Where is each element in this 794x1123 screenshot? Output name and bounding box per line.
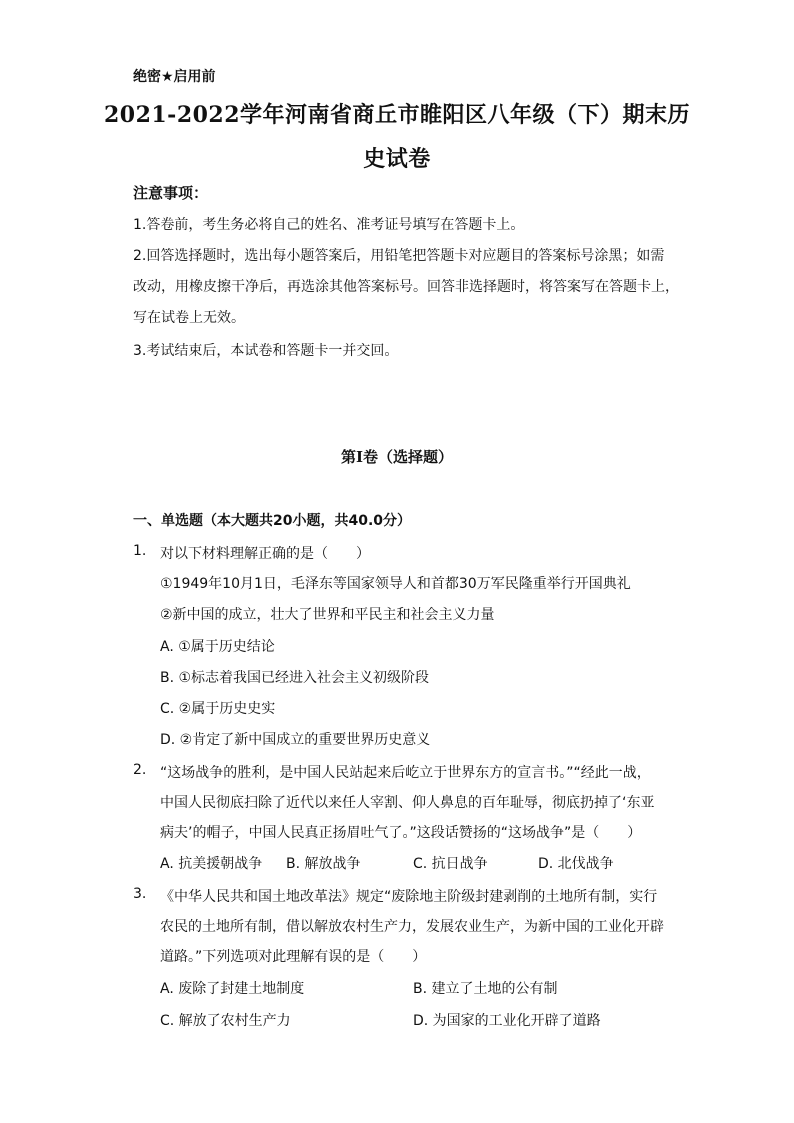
part-heading: 一、单选题（本大题共20小题，共40.0分） <box>133 513 412 529</box>
option-a: A. 抗美援朝战争 <box>160 856 263 872</box>
question-material: ②新中国的成立，壮大了世界和平民主和社会主义力量 <box>160 607 495 623</box>
question-material: ①1949年10月1日，毛泽东等国家领导人和首都30万军民隆重举行开国典礼 <box>160 576 631 592</box>
option-c: C. 抗日战争 <box>413 856 488 872</box>
option-b: B. 解放战争 <box>286 856 361 872</box>
notice-item-3: 3.考试结束后，本试卷和答题卡一并交回。 <box>133 343 399 359</box>
question-number: 3. <box>133 886 147 902</box>
question-number: 2. <box>133 762 147 778</box>
option-b: B. 建立了土地的公有制 <box>413 981 558 997</box>
question-stem: 病夫’的帽子，中国人民真正扬眉吐气了。”这段话赞扬的“这场战争”是（ ） <box>160 825 642 841</box>
question-stem: 道路。”下列选项对此理解有误的是（ ） <box>160 949 427 965</box>
option-d: D. 北伐战争 <box>538 856 614 872</box>
option-b: B. ①标志着我国已经进入社会主义初级阶段 <box>160 670 430 686</box>
question-number: 1. <box>133 543 147 559</box>
option-a: A. ①属于历史结论 <box>160 639 275 655</box>
question-stem: 对以下材料理解正确的是（ ） <box>160 546 370 562</box>
exam-title-line-2: 史试卷 <box>363 146 431 172</box>
section-title: 第I卷（选择题） <box>340 448 454 466</box>
question-stem: 《中华人民共和国土地改革法》规定“废除地主阶级封建剥削的土地所有制，实行 <box>160 889 658 905</box>
notice-item-2-line-3: 写在试卷上无效。 <box>133 310 245 326</box>
notice-item-2-line-1: 2.回答选择题时，选出每小题答案后，用铅笔把答题卡对应题目的答案标号涂黑；如需 <box>133 248 665 264</box>
option-d: D. ②肯定了新中国成立的重要世界历史意义 <box>160 732 431 748</box>
option-d: D. 为国家的工业化开辟了道路 <box>413 1013 601 1029</box>
option-c: C. ②属于历史史实 <box>160 701 276 717</box>
question-stem: 中国人民彻底扫除了近代以来任人宰割、仰人鼻息的百年耻辱，彻底扔掉了‘东亚 <box>160 795 655 811</box>
exam-title-line-1: 2021-2022学年河南省商丘市睢阳区八年级（下）期末历 <box>103 102 691 128</box>
notice-item-2-line-2: 改动，用橡皮擦干净后，再选涂其他答案标号。回答非选择题时，将答案写在答题卡上， <box>133 279 679 295</box>
secret-mark: 绝密★启用前 <box>133 69 216 85</box>
option-c: C. 解放了农村生产力 <box>160 1013 291 1029</box>
notice-item-1: 1.答卷前，考生务必将自己的姓名、准考证号填写在答题卡上。 <box>133 217 525 233</box>
notice-heading: 注意事项： <box>133 184 209 202</box>
option-a: A. 废除了封建土地制度 <box>160 981 305 997</box>
question-stem: “这场战争的胜利，是中国人民站起来后屹立于世界东方的宣言书。”“经此一战， <box>160 765 651 781</box>
question-stem: 农民的土地所有制，借以解放农村生产力，发展农业生产，为新中国的工业化开辟 <box>160 919 664 935</box>
